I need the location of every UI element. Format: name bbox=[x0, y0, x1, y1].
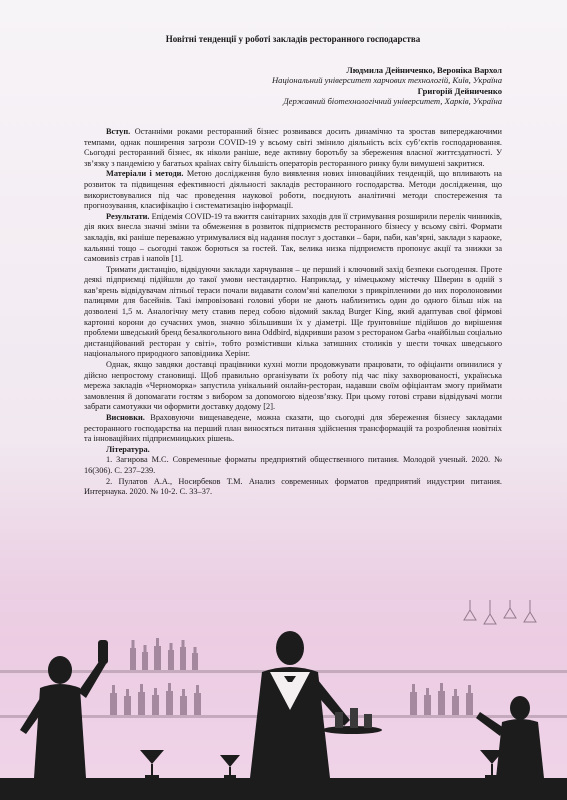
results-paragraph bbox=[84, 212, 502, 265]
conclusions-paragraph bbox=[84, 413, 502, 445]
literature-heading: Література. bbox=[106, 444, 150, 454]
staff-paragraph: Однак, якщо завдяки доставці працівники кухні могли продовжувати працювати, то офіціанти опинилися у дійсно непростому становищі. Щоб правильно організувати їх роботу під час піку захворюваності, українська мережа закладів «Черноморка» запустила унікальний онлайн-ресторан, надавши своїм офіціантам змогу приймати замовлення й допомагати гостям з вибором за допомогою відеозв’язку. При цьому готові страви відвідувачі могли забрати самотужки чи оформити доставку додому [2]. bbox=[84, 360, 502, 412]
author-names: Людмила Дейниченко, Вероніка Вархол bbox=[346, 64, 502, 75]
article bbox=[84, 34, 502, 498]
bar-illustration bbox=[0, 600, 567, 800]
paragraph-text: Останніми роками ресторанний бізнес розвивався досить динамічно та зростав випереджаючими темпами, однак поширення загрози COVID-19 у всьому світі змінило діяльність всіх суб’єктів господарювання. Сьогодні ресторанний бізнес, як ніколи раніше, веде активну боротьбу за збереження власної життєздатності. У зв’язку з пандемією у багатьох країнах світу більшість операторів ресторанного ринку були вимушені закритися. bbox=[84, 126, 502, 168]
author-names: Григорій Дейниченко bbox=[417, 85, 502, 96]
author-affiliation: Державний біотехнологічний університет, Харків, Україна bbox=[283, 96, 502, 107]
reference-item: 2. Пулатов А.А., Носирбеков Т.М. Анализ современных форматов предприятий индустрии питания. Интернаука. 2020. № 10-2. С. 33–37. bbox=[84, 476, 502, 497]
authors-block bbox=[84, 65, 502, 107]
section-label: Висновки. bbox=[106, 413, 145, 422]
reference-item: 1. Загирова М.С. Современные форматы предприятий общественного питания. Молодой ученый. 2020. № 16(306). С. 237–239. bbox=[84, 455, 502, 475]
section-label: Результати. bbox=[106, 211, 150, 221]
article-title: Новітні тенденції у роботі закладів ресторанного господарства bbox=[165, 34, 421, 44]
paragraph-text: Враховуючи вищенаведене, можна сказати, що сьогодні для збереження бізнесу закладами ресторанного господарства на перший план виносяться питання здійснення трансформацій та розроблення новітніх та інноваційних підприємницьких рішень. bbox=[84, 413, 502, 444]
section-label: Вступ. bbox=[106, 126, 131, 136]
section-label: Матеріали і методи. bbox=[106, 169, 184, 179]
paragraph-text: Епідемія COVID-19 та вжиття санітарних заходів для її стримування розширили перелік чинників, дія яких внесла значні зміни та обмеження в розвиток підприємств ресторанного бізнесу у всьому світі. Формати закладів, які раніше переважно утримувалися від надання послуг з доставки – бари, паби, кав’ярні, заклади з караоке, кальянні тощо – сьогодні також борються за гостей. Так, велика низка підприємств пропонує акції та знижки за самовивіз страв і напоїв [1]. bbox=[84, 211, 502, 264]
distance-paragraph: Тримати дистанцію, відвідуючи заклади харчування – це перший і ключовий захід безпеки сьогодення. Проте деякі підприємці підійшли до такої умови нестандартно. Наприклад, у німецькому містечку Шверин в одній з кав’ярень відвідувачам літньої тераси почали видавати солом’яні капелюхи з прикріпленими до них поролоновими палицями для басейнів. Такі імпровізовані головні убори не дають наблизитись один до одного більш ніж на дозволені 1,5 м. Аналогічну мету ставив перед собою відомий заклад Burger King, який адаптував свої фірмові картонні корони до сучасних умов, значно збільшивши їх у діаметрі. Ще ґрунтовніше підійшов до вирішення проблеми шведський бренд безалкогольного вина Oddbird, відкривши разом з рестораном Garba «найбільш соціально дистанційований ресторан у світі», тобто розмістивши кілька затишних столиків у шести точках шведського національного природного заповідника Херінг. bbox=[84, 264, 502, 359]
author-affiliation: Національний університет харчових технологій, Київ, Україна bbox=[271, 75, 502, 86]
paragraph-text: Метою дослідження було виявлення нових інноваційних тенденцій, що впливають на розвиток та підвищення ефективності діяльності закладів ресторанного господарства. Методи дослідження, що використовувалися під час проведення наукової роботи, поєднують аналітичні методи спостереження та прогнозування, класифікацію і систематизацію інформації. bbox=[84, 169, 502, 211]
methods-paragraph bbox=[84, 169, 502, 211]
intro-paragraph bbox=[84, 127, 502, 169]
